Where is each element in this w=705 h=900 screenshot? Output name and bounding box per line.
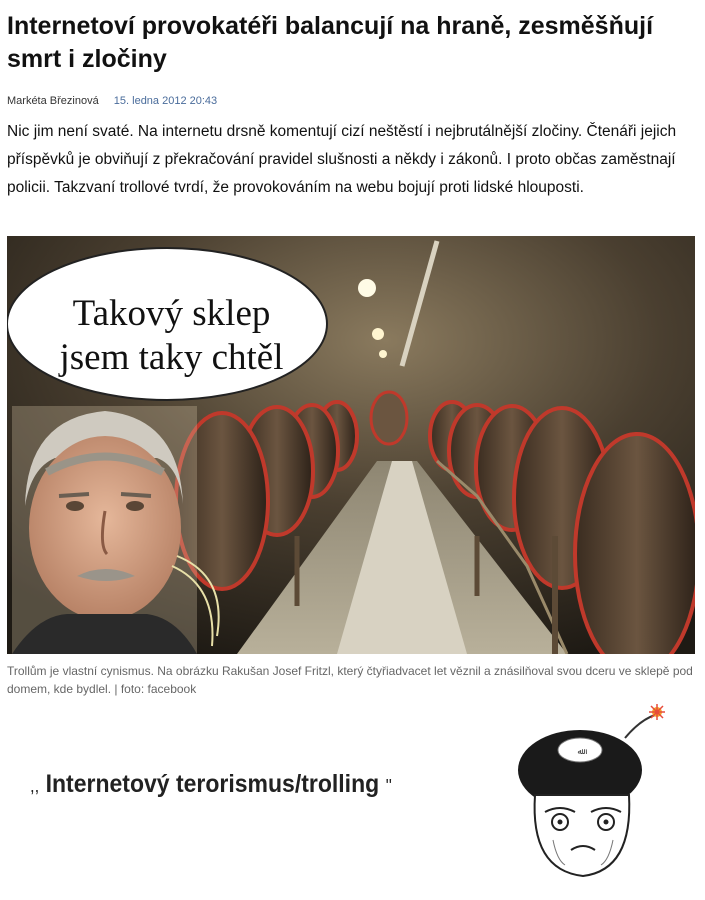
photo-caption: Trollům je vlastní cynismus. Na obrázku Rakušan Josef Fritzl, který čtyřiadvacet let věznil a znásilňoval svou dceru ve sklepě pod domem, kde bydlel. | foto: facebook [7,664,693,696]
speech-bubble-line-2: jsem taky chtěl [59,337,284,378]
article-perex: Nic jim není svaté. Na internetu drsně komentují cizí neštěstí i nejbrutálnější zločiny. Čtenáři jejich příspěvků je obviňují z překračování pravidel slušnosti a někdy i zákonů. I proto občas zaměstnají policii. Takzvaní trollové tvrdí, že provokováním na webu bojují proti lidské hlouposti. [7,123,677,196]
speech-bubble-text [19,292,324,380]
slogan-text [30,770,444,799]
speech-bubble-line-1: Takový sklep [72,293,271,334]
slogan-close-quote: '' [385,776,392,796]
me-gusta-turban-meme-icon [505,700,705,880]
svg-text:ﷲ: ﷲ [577,747,583,756]
article-date: 15. ledna 2012 20:43 [113,95,218,107]
article-meta [7,95,217,107]
man-portrait [12,406,219,654]
article-photo[interactable] [7,236,695,654]
slogan-label: Internetový terorismus/trolling [45,770,380,798]
slogan-open-quote: ,, [30,776,40,796]
article-author[interactable]: Markéta Březinová [7,95,99,107]
article-headline: Internetoví provokatéři balancují na hraně, zesměšňují smrt i zločiny [7,12,654,73]
